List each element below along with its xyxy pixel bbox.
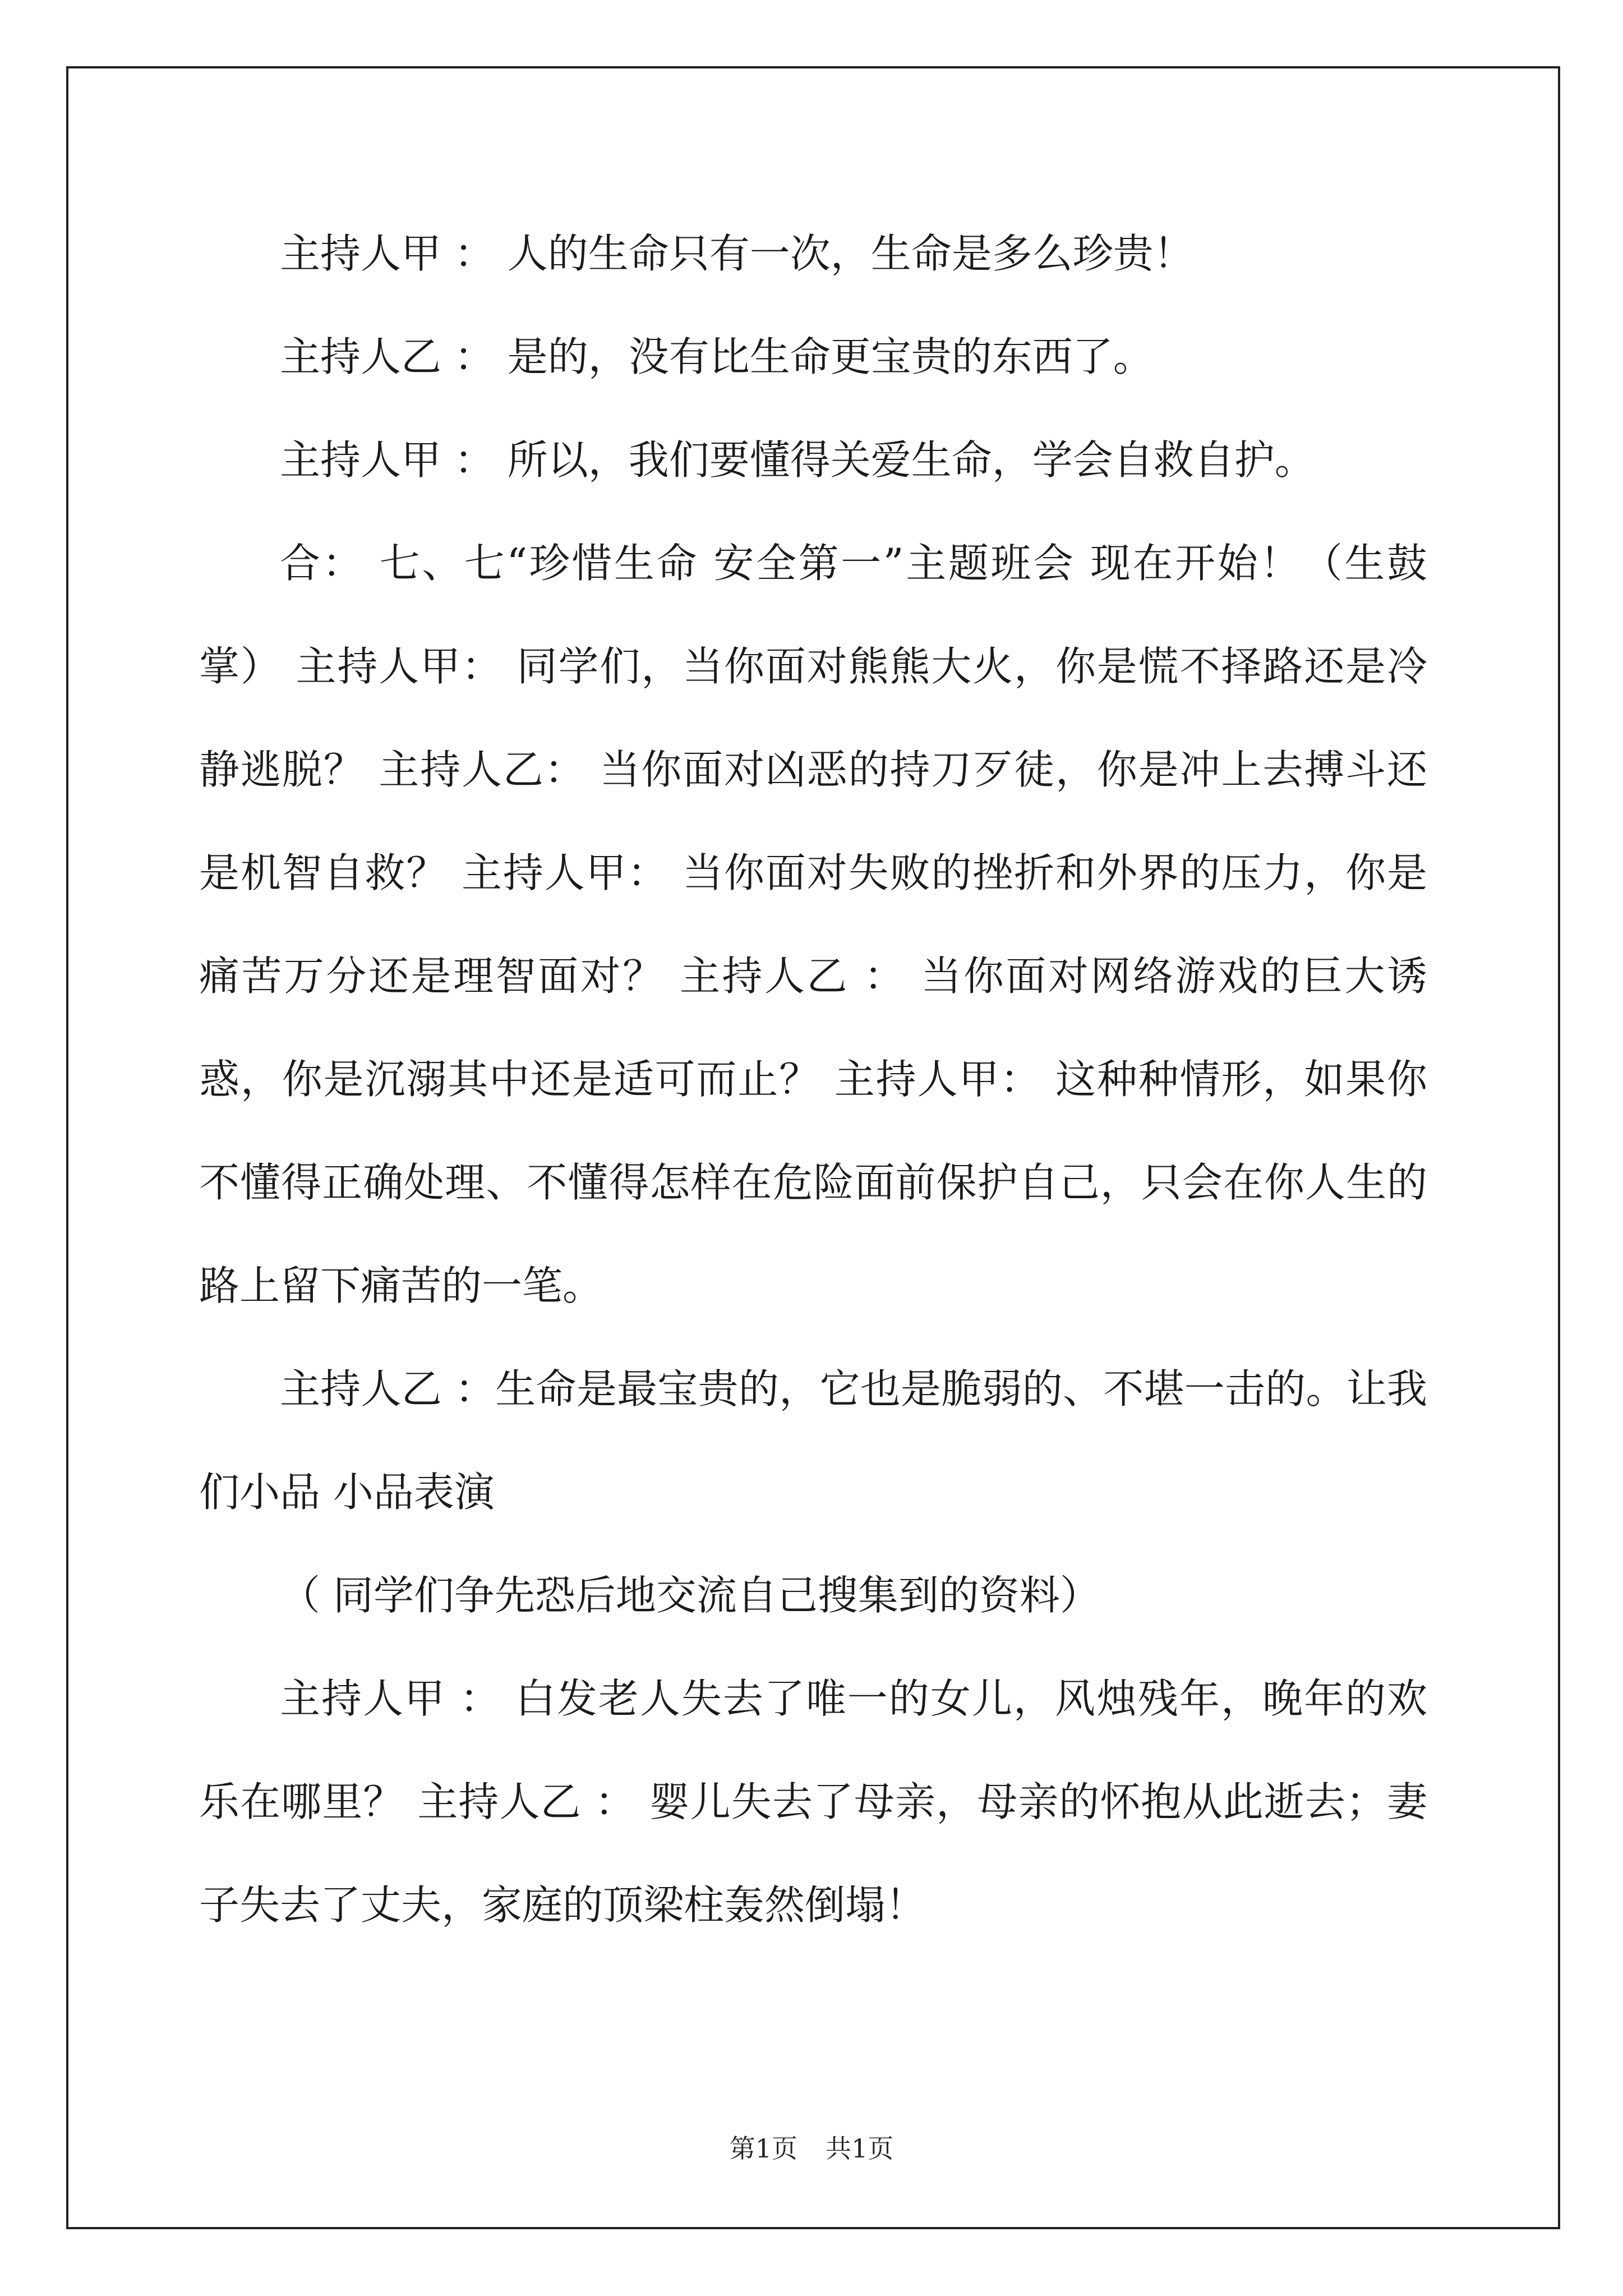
paragraph: 主持人乙 ：生命是最宝贵的，它也是脆弱的、不堪一击的。让我们小品 小品表演 <box>199 1365 1427 1516</box>
page-number-current: 第1页 <box>729 2133 797 2164</box>
paragraph: 合： 七、七“珍惜生命 安全第一”主题班会 现在开始！（生鼓掌） 主持人甲： 同学们，当你面对熊熊大火，你是慌不择路还是冷静逃脱？ 主持人乙： 当你面对凶恶的持刀歹徒，你是冲上去搏斗还是机智自救？ 主持人甲： 当你面对失败的挫折和外界的压力，你是痛苦万分还是理智面对？ 主持人乙 ： 当你面对网络游戏的巨大诱惑，你是沉溺其中还是适可而止？ 主持人甲： 这种种情形，如果你不懂得正确处理、不懂得怎样在危险面前保护自己，只会在你人生的路上留下痛苦的一笔。 <box>199 540 1427 1309</box>
paragraph: 主持人乙 ： 是的，没有比生命更宝贵的东西了。 <box>280 333 1154 380</box>
paragraph: 主持人甲 ： 人的生命只有一次，生命是多么珍贵！ <box>280 230 1194 277</box>
page-footer <box>0 2132 1623 2165</box>
document-body <box>199 202 1427 1957</box>
paragraph: 主持人甲 ： 所以，我们要懂得关爱生命，学会自救自护。 <box>280 436 1315 484</box>
page-number-total: 共1页 <box>826 2133 894 2164</box>
paragraph: 主持人甲 ： 白发老人失去了唯一的女儿，风烛残年，晚年的欢乐在哪里？ 主持人乙 ： 婴儿失去了母亲，母亲的怀抱从此逝去；妻子失去了丈夫，家庭的顶梁柱轰然倒塌！ <box>199 1675 1427 1929</box>
paragraph: （ 同学们争先恐后地交流自己搜集到的资料） <box>280 1572 1100 1619</box>
